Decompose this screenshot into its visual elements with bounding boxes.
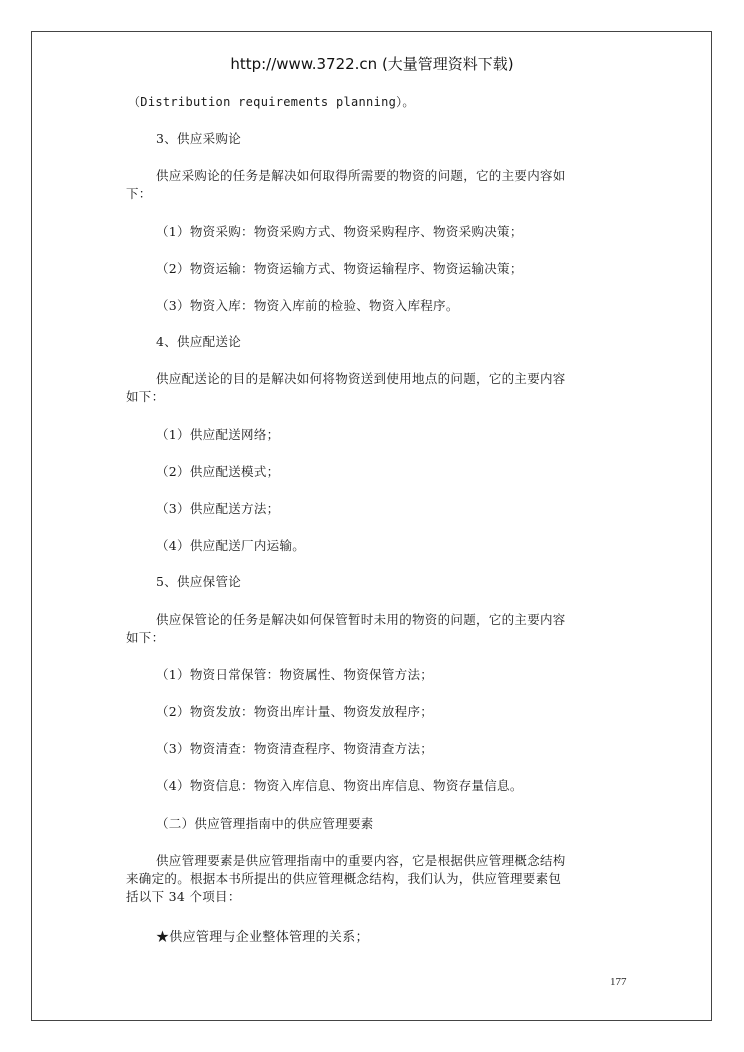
section3-heading: 3、供应采购论 — [156, 131, 242, 146]
section4-item-4: （4）供应配送厂内运输。 — [156, 538, 306, 553]
section3-paragraph-line2: 下： — [126, 186, 152, 201]
header-url-link[interactable]: http://www.3722.cn — [230, 55, 378, 73]
subsection2-paragraph-line2: 来确定的。根据本书所提出的供应管理概念结构，我们认为，供应管理要素包 — [126, 871, 562, 886]
section5-item-4: （4）物资信息：物资入库信息、物资出库信息、物资存量信息。 — [156, 778, 523, 793]
section5-item-3: （3）物资清查：物资清查程序、物资清查方法； — [156, 741, 434, 756]
section4-paragraph-line2: 如下： — [126, 389, 165, 404]
subsection2-heading: （二）供应管理指南中的供应管理要素 — [156, 816, 374, 831]
section3-item-3: （3）物资入库：物资入库前的检验、物资入库程序。 — [156, 298, 459, 313]
section4-item-1: （1）供应配送网络； — [156, 427, 280, 442]
subsection2-paragraph-line1: 供应管理要素是供应管理指南中的重要内容，它是根据供应管理概念结构 — [156, 853, 566, 868]
section5-paragraph-line1: 供应保管论的任务是解决如何保管暂时未用的物资的问题，它的主要内容 — [156, 612, 566, 627]
section4-heading: 4、供应配送论 — [156, 334, 242, 349]
section3-item-1: （1）物资采购：物资采购方式、物资采购程序、物资采购决策； — [156, 224, 523, 239]
section3-paragraph-line1: 供应采购论的任务是解决如何取得所需要的物资的问题，它的主要内容如 — [156, 168, 566, 183]
section3-item-2: （2）物资运输：物资运输方式、物资运输程序、物资运输决策； — [156, 261, 523, 276]
page-header — [0, 53, 744, 74]
page-number: 177 — [610, 976, 627, 988]
subsection2-paragraph-line3: 括以下 34 个项目： — [126, 889, 241, 904]
section5-item-2: （2）物资发放：物资出库计量、物资发放程序； — [156, 704, 434, 719]
section4-item-3: （3）供应配送方法； — [156, 501, 280, 516]
section5-item-1: （1）物资日常保管：物资属性、物资保管方法； — [156, 667, 434, 682]
section5-paragraph-line2: 如下： — [126, 630, 165, 645]
section5-heading: 5、供应保管论 — [156, 574, 242, 589]
section4-item-2: （2）供应配送模式； — [156, 464, 280, 479]
header-suffix: (大量管理资料下载) — [377, 55, 514, 73]
intro-continuation: （Distribution requirements planning）。 — [128, 95, 415, 109]
section4-paragraph-line1: 供应配送论的目的是解决如何将物资送到使用地点的问题，它的主要内容 — [156, 371, 566, 386]
subsection2-bullet-item: ★供应管理与企业整体管理的关系； — [156, 930, 369, 945]
